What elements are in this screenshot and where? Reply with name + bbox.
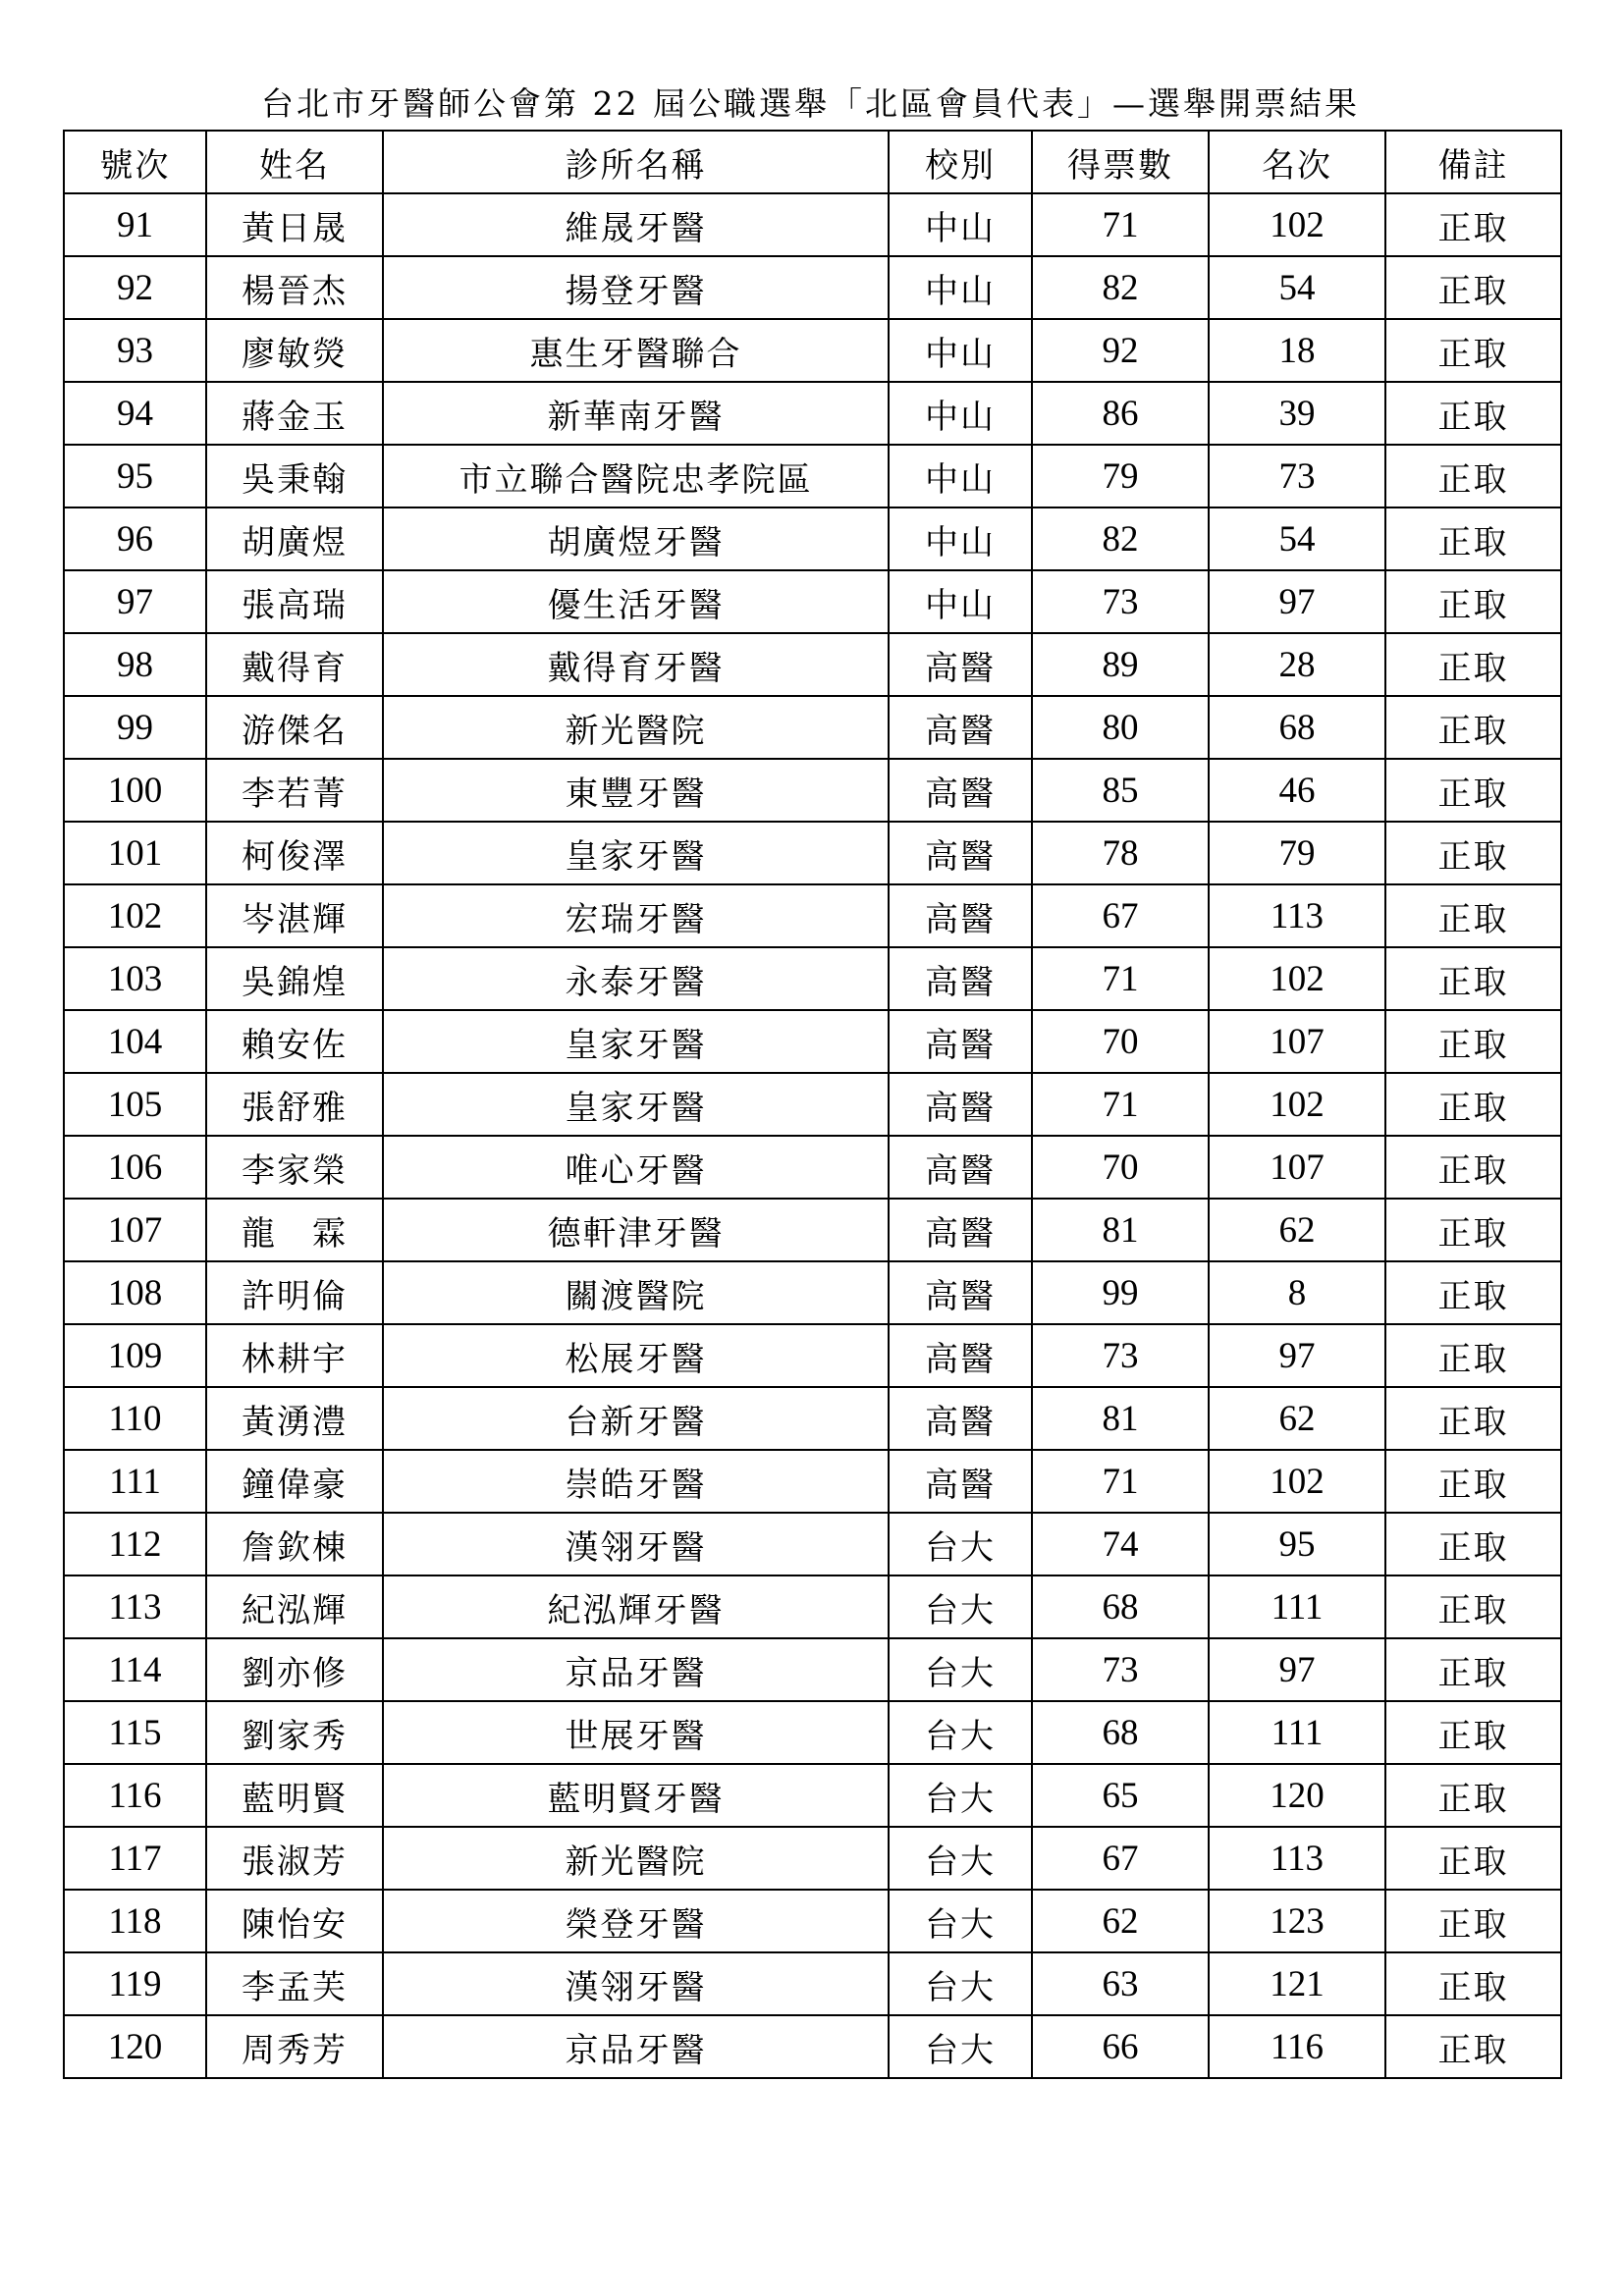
cell-remark: 正取 — [1385, 1010, 1561, 1073]
cell-school: 台大 — [889, 1575, 1032, 1638]
cell-name: 龍 霖 — [206, 1199, 383, 1261]
cell-name: 鐘偉豪 — [206, 1450, 383, 1513]
cell-name: 劉家秀 — [206, 1701, 383, 1764]
table-row — [64, 1261, 1561, 1324]
table-row — [64, 633, 1561, 696]
cell-remark: 正取 — [1385, 633, 1561, 696]
cell-remark: 正取 — [1385, 2015, 1561, 2078]
cell-remark: 正取 — [1385, 1638, 1561, 1701]
cell-number: 92 — [64, 256, 206, 319]
header-row — [64, 131, 1561, 193]
cell-name: 胡廣煜 — [206, 507, 383, 570]
cell-number: 107 — [64, 1199, 206, 1261]
cell-school: 高醫 — [889, 633, 1032, 696]
cell-school: 中山 — [889, 193, 1032, 256]
cell-remark: 正取 — [1385, 382, 1561, 445]
table-header — [64, 131, 1561, 193]
cell-clinic: 漢翎牙醫 — [383, 1513, 889, 1575]
cell-clinic: 新光醫院 — [383, 1827, 889, 1890]
cell-school: 中山 — [889, 570, 1032, 633]
cell-rank: 28 — [1209, 633, 1385, 696]
cell-clinic: 京品牙醫 — [383, 1638, 889, 1701]
table-row — [64, 1010, 1561, 1073]
cell-number: 116 — [64, 1764, 206, 1827]
cell-name: 詹欽棟 — [206, 1513, 383, 1575]
cell-number: 97 — [64, 570, 206, 633]
cell-number: 114 — [64, 1638, 206, 1701]
cell-remark: 正取 — [1385, 570, 1561, 633]
cell-votes: 70 — [1032, 1136, 1209, 1199]
table-row — [64, 1952, 1561, 2015]
cell-name: 陳怡安 — [206, 1890, 383, 1952]
cell-remark: 正取 — [1385, 1073, 1561, 1136]
cell-rank: 123 — [1209, 1890, 1385, 1952]
cell-number: 106 — [64, 1136, 206, 1199]
cell-school: 台大 — [889, 1952, 1032, 2015]
cell-remark: 正取 — [1385, 1513, 1561, 1575]
cell-clinic: 新華南牙醫 — [383, 382, 889, 445]
column-header-school: 校別 — [889, 131, 1032, 193]
cell-clinic: 藍明賢牙醫 — [383, 1764, 889, 1827]
cell-votes: 65 — [1032, 1764, 1209, 1827]
cell-number: 102 — [64, 884, 206, 947]
table-row — [64, 445, 1561, 507]
cell-clinic: 松展牙醫 — [383, 1324, 889, 1387]
cell-number: 115 — [64, 1701, 206, 1764]
cell-number: 119 — [64, 1952, 206, 2015]
cell-school: 台大 — [889, 1513, 1032, 1575]
table-row — [64, 1324, 1561, 1387]
table-row — [64, 947, 1561, 1010]
table-row — [64, 382, 1561, 445]
cell-clinic: 市立聯合醫院忠孝院區 — [383, 445, 889, 507]
cell-clinic: 榮登牙醫 — [383, 1890, 889, 1952]
cell-rank: 8 — [1209, 1261, 1385, 1324]
cell-remark: 正取 — [1385, 884, 1561, 947]
cell-remark: 正取 — [1385, 1827, 1561, 1890]
cell-school: 高醫 — [889, 1073, 1032, 1136]
cell-name: 賴安佐 — [206, 1010, 383, 1073]
cell-remark: 正取 — [1385, 507, 1561, 570]
table-row — [64, 1701, 1561, 1764]
cell-remark: 正取 — [1385, 1261, 1561, 1324]
cell-name: 吳錦煌 — [206, 947, 383, 1010]
cell-votes: 81 — [1032, 1387, 1209, 1450]
cell-name: 游傑名 — [206, 696, 383, 759]
table-row — [64, 1575, 1561, 1638]
cell-school: 高醫 — [889, 947, 1032, 1010]
cell-number: 103 — [64, 947, 206, 1010]
table-row — [64, 193, 1561, 256]
cell-name: 戴得育 — [206, 633, 383, 696]
cell-clinic: 惠生牙醫聯合 — [383, 319, 889, 382]
table-row — [64, 1513, 1561, 1575]
table-body — [64, 193, 1561, 2078]
cell-clinic: 胡廣煜牙醫 — [383, 507, 889, 570]
table-row — [64, 1387, 1561, 1450]
cell-school: 中山 — [889, 507, 1032, 570]
cell-votes: 70 — [1032, 1010, 1209, 1073]
cell-votes: 67 — [1032, 1827, 1209, 1890]
cell-number: 94 — [64, 382, 206, 445]
cell-rank: 73 — [1209, 445, 1385, 507]
cell-rank: 113 — [1209, 884, 1385, 947]
cell-rank: 102 — [1209, 947, 1385, 1010]
cell-votes: 71 — [1032, 193, 1209, 256]
cell-clinic: 皇家牙醫 — [383, 822, 889, 884]
cell-clinic: 台新牙醫 — [383, 1387, 889, 1450]
cell-number: 120 — [64, 2015, 206, 2078]
cell-votes: 71 — [1032, 947, 1209, 1010]
cell-number: 93 — [64, 319, 206, 382]
cell-number: 104 — [64, 1010, 206, 1073]
cell-clinic: 德軒津牙醫 — [383, 1199, 889, 1261]
cell-name: 李若菁 — [206, 759, 383, 822]
cell-rank: 116 — [1209, 2015, 1385, 2078]
cell-school: 高醫 — [889, 884, 1032, 947]
cell-votes: 63 — [1032, 1952, 1209, 2015]
cell-school: 高醫 — [889, 822, 1032, 884]
page-title: 台北市牙醫師公會第 22 屆公職選舉「北區會員代表」—選舉開票結果 — [261, 84, 1360, 123]
cell-number: 118 — [64, 1890, 206, 1952]
table-row — [64, 759, 1561, 822]
cell-clinic: 唯心牙醫 — [383, 1136, 889, 1199]
cell-rank: 95 — [1209, 1513, 1385, 1575]
cell-name: 張淑芳 — [206, 1827, 383, 1890]
cell-school: 高醫 — [889, 1136, 1032, 1199]
cell-name: 廖敏熒 — [206, 319, 383, 382]
cell-school: 中山 — [889, 382, 1032, 445]
table-row — [64, 696, 1561, 759]
cell-rank: 102 — [1209, 1450, 1385, 1513]
cell-rank: 120 — [1209, 1764, 1385, 1827]
cell-rank: 107 — [1209, 1010, 1385, 1073]
table-row — [64, 1764, 1561, 1827]
cell-number: 117 — [64, 1827, 206, 1890]
table-row — [64, 1199, 1561, 1261]
cell-rank: 107 — [1209, 1136, 1385, 1199]
column-header-number: 號次 — [64, 131, 206, 193]
cell-name: 吳秉翰 — [206, 445, 383, 507]
table-row — [64, 1890, 1561, 1952]
cell-votes: 74 — [1032, 1513, 1209, 1575]
table-row — [64, 2015, 1561, 2078]
cell-rank: 54 — [1209, 256, 1385, 319]
column-header-clinic: 診所名稱 — [383, 131, 889, 193]
cell-votes: 92 — [1032, 319, 1209, 382]
cell-number: 98 — [64, 633, 206, 696]
table-row — [64, 1827, 1561, 1890]
cell-name: 劉亦修 — [206, 1638, 383, 1701]
cell-rank: 39 — [1209, 382, 1385, 445]
cell-school: 中山 — [889, 319, 1032, 382]
cell-votes: 66 — [1032, 2015, 1209, 2078]
cell-rank: 97 — [1209, 1638, 1385, 1701]
cell-rank: 18 — [1209, 319, 1385, 382]
cell-rank: 97 — [1209, 570, 1385, 633]
cell-school: 中山 — [889, 256, 1032, 319]
cell-name: 蔣金玉 — [206, 382, 383, 445]
cell-rank: 113 — [1209, 1827, 1385, 1890]
cell-clinic: 揚登牙醫 — [383, 256, 889, 319]
cell-rank: 111 — [1209, 1575, 1385, 1638]
cell-name: 紀泓輝 — [206, 1575, 383, 1638]
cell-votes: 82 — [1032, 507, 1209, 570]
column-header-rank: 名次 — [1209, 131, 1385, 193]
cell-school: 台大 — [889, 2015, 1032, 2078]
cell-number: 99 — [64, 696, 206, 759]
cell-remark: 正取 — [1385, 1890, 1561, 1952]
table-row — [64, 1073, 1561, 1136]
cell-clinic: 紀泓輝牙醫 — [383, 1575, 889, 1638]
cell-rank: 121 — [1209, 1952, 1385, 2015]
cell-remark: 正取 — [1385, 947, 1561, 1010]
cell-school: 高醫 — [889, 759, 1032, 822]
cell-number: 111 — [64, 1450, 206, 1513]
cell-clinic: 關渡醫院 — [383, 1261, 889, 1324]
cell-school: 高醫 — [889, 1010, 1032, 1073]
cell-name: 張舒雅 — [206, 1073, 383, 1136]
table-row — [64, 822, 1561, 884]
cell-remark: 正取 — [1385, 1324, 1561, 1387]
cell-remark: 正取 — [1385, 822, 1561, 884]
cell-name: 許明倫 — [206, 1261, 383, 1324]
cell-clinic: 宏瑞牙醫 — [383, 884, 889, 947]
cell-name: 李孟芙 — [206, 1952, 383, 2015]
cell-number: 110 — [64, 1387, 206, 1450]
cell-clinic: 東豐牙醫 — [383, 759, 889, 822]
cell-remark: 正取 — [1385, 696, 1561, 759]
cell-number: 112 — [64, 1513, 206, 1575]
cell-school: 高醫 — [889, 1199, 1032, 1261]
cell-number: 100 — [64, 759, 206, 822]
cell-clinic: 永泰牙醫 — [383, 947, 889, 1010]
cell-votes: 68 — [1032, 1575, 1209, 1638]
cell-votes: 80 — [1032, 696, 1209, 759]
cell-remark: 正取 — [1385, 445, 1561, 507]
cell-school: 台大 — [889, 1701, 1032, 1764]
cell-clinic: 維晟牙醫 — [383, 193, 889, 256]
cell-votes: 86 — [1032, 382, 1209, 445]
cell-rank: 97 — [1209, 1324, 1385, 1387]
cell-name: 黃湧澧 — [206, 1387, 383, 1450]
table-row — [64, 256, 1561, 319]
cell-name: 張高瑞 — [206, 570, 383, 633]
cell-votes: 82 — [1032, 256, 1209, 319]
cell-rank: 102 — [1209, 1073, 1385, 1136]
cell-number: 109 — [64, 1324, 206, 1387]
cell-votes: 71 — [1032, 1450, 1209, 1513]
cell-school: 台大 — [889, 1764, 1032, 1827]
cell-clinic: 漢翎牙醫 — [383, 1952, 889, 2015]
cell-votes: 67 — [1032, 884, 1209, 947]
cell-votes: 68 — [1032, 1701, 1209, 1764]
cell-name: 李家榮 — [206, 1136, 383, 1199]
cell-number: 96 — [64, 507, 206, 570]
cell-votes: 79 — [1032, 445, 1209, 507]
cell-clinic: 皇家牙醫 — [383, 1010, 889, 1073]
cell-remark: 正取 — [1385, 1387, 1561, 1450]
cell-number: 108 — [64, 1261, 206, 1324]
cell-school: 高醫 — [889, 696, 1032, 759]
cell-rank: 102 — [1209, 193, 1385, 256]
cell-school: 高醫 — [889, 1387, 1032, 1450]
cell-clinic: 新光醫院 — [383, 696, 889, 759]
cell-name: 藍明賢 — [206, 1764, 383, 1827]
cell-name: 黃日晟 — [206, 193, 383, 256]
cell-number: 95 — [64, 445, 206, 507]
column-header-votes: 得票數 — [1032, 131, 1209, 193]
cell-rank: 62 — [1209, 1387, 1385, 1450]
column-header-remark: 備註 — [1385, 131, 1561, 193]
cell-remark: 正取 — [1385, 319, 1561, 382]
cell-clinic: 京品牙醫 — [383, 2015, 889, 2078]
cell-votes: 78 — [1032, 822, 1209, 884]
cell-remark: 正取 — [1385, 256, 1561, 319]
cell-votes: 73 — [1032, 1638, 1209, 1701]
cell-votes: 89 — [1032, 633, 1209, 696]
cell-rank: 62 — [1209, 1199, 1385, 1261]
cell-remark: 正取 — [1385, 1952, 1561, 2015]
table-row — [64, 319, 1561, 382]
cell-rank: 111 — [1209, 1701, 1385, 1764]
cell-name: 岑湛輝 — [206, 884, 383, 947]
cell-rank: 68 — [1209, 696, 1385, 759]
cell-school: 中山 — [889, 445, 1032, 507]
cell-school: 台大 — [889, 1827, 1032, 1890]
table-row — [64, 1450, 1561, 1513]
cell-votes: 85 — [1032, 759, 1209, 822]
cell-clinic: 世展牙醫 — [383, 1701, 889, 1764]
cell-clinic: 崇皓牙醫 — [383, 1450, 889, 1513]
cell-remark: 正取 — [1385, 1199, 1561, 1261]
cell-remark: 正取 — [1385, 193, 1561, 256]
cell-school: 台大 — [889, 1890, 1032, 1952]
table-row — [64, 884, 1561, 947]
cell-number: 105 — [64, 1073, 206, 1136]
cell-remark: 正取 — [1385, 1701, 1561, 1764]
cell-remark: 正取 — [1385, 759, 1561, 822]
cell-remark: 正取 — [1385, 1764, 1561, 1827]
cell-rank: 46 — [1209, 759, 1385, 822]
cell-number: 101 — [64, 822, 206, 884]
cell-votes: 73 — [1032, 570, 1209, 633]
cell-remark: 正取 — [1385, 1575, 1561, 1638]
table-row — [64, 570, 1561, 633]
cell-name: 林耕宇 — [206, 1324, 383, 1387]
cell-number: 91 — [64, 193, 206, 256]
cell-name: 楊晉杰 — [206, 256, 383, 319]
cell-name: 周秀芳 — [206, 2015, 383, 2078]
cell-clinic: 優生活牙醫 — [383, 570, 889, 633]
cell-rank: 54 — [1209, 507, 1385, 570]
cell-number: 113 — [64, 1575, 206, 1638]
cell-school: 高醫 — [889, 1324, 1032, 1387]
cell-rank: 79 — [1209, 822, 1385, 884]
election-results-table — [63, 130, 1562, 2079]
table-row — [64, 507, 1561, 570]
cell-votes: 71 — [1032, 1073, 1209, 1136]
cell-remark: 正取 — [1385, 1136, 1561, 1199]
cell-votes: 81 — [1032, 1199, 1209, 1261]
cell-name: 柯俊澤 — [206, 822, 383, 884]
table-row — [64, 1136, 1561, 1199]
cell-clinic: 戴得育牙醫 — [383, 633, 889, 696]
table-row — [64, 1638, 1561, 1701]
cell-votes: 62 — [1032, 1890, 1209, 1952]
cell-remark: 正取 — [1385, 1450, 1561, 1513]
cell-clinic: 皇家牙醫 — [383, 1073, 889, 1136]
column-header-name: 姓名 — [206, 131, 383, 193]
cell-votes: 99 — [1032, 1261, 1209, 1324]
cell-school: 高醫 — [889, 1261, 1032, 1324]
cell-school: 台大 — [889, 1638, 1032, 1701]
cell-votes: 73 — [1032, 1324, 1209, 1387]
cell-school: 高醫 — [889, 1450, 1032, 1513]
